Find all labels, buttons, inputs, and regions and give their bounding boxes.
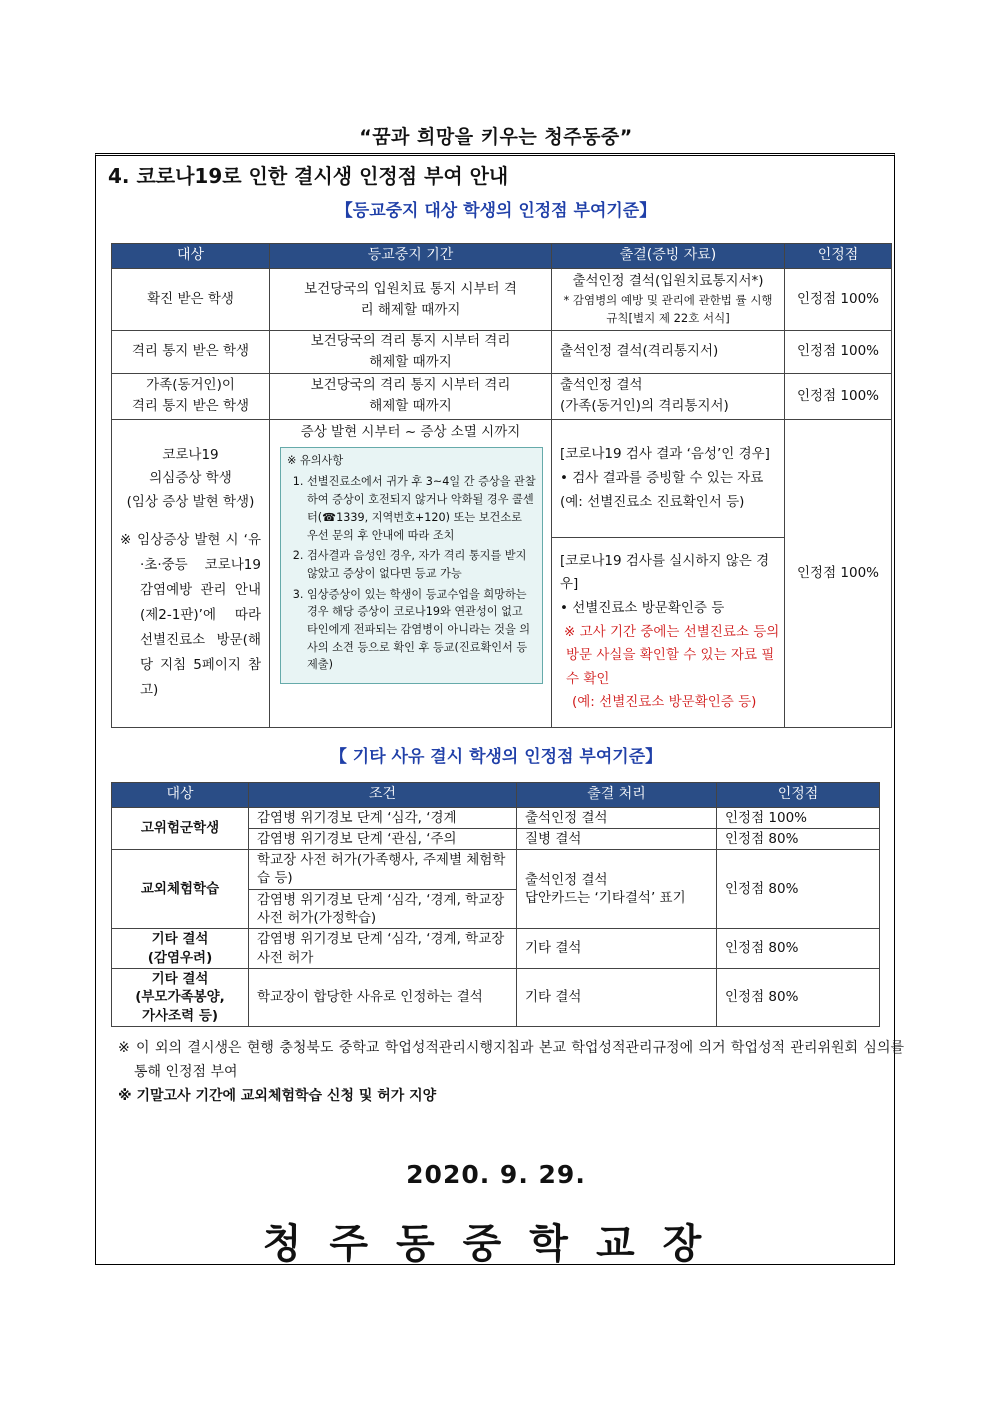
row-attendance: 기타 결석	[517, 969, 717, 1027]
covid-evidence-negative	[552, 419, 785, 537]
evidence-line: • 선별진료소 방문확인증 등	[560, 599, 725, 616]
list-item: 1. 선별진료소에서 귀가 후 3~4일 간 증상을 관찰하여 증상이 호전되지 않거나 악화될 경우 콜센터(☎1339, 지역번호+120) 또는 보건소로 우선 문의 후 안내에 따라 조치	[307, 473, 536, 544]
target-line: 가사조력 등)	[141, 1007, 219, 1024]
header-target: 대상	[112, 783, 249, 808]
row-attendance	[517, 850, 717, 929]
target-line: 격리 통지 받은 학생	[131, 398, 250, 415]
motto: “꿈과 희망을 키우는 청주동중”	[359, 126, 633, 148]
period-text: 보건당국의 입원치료 통지 시부터 격리 해제할 때까지	[304, 280, 517, 318]
period-text: 보건당국의 격리 통지 시부터 격리 해제할 때까지	[310, 333, 511, 370]
row-evidence: 출석인정 결석(격리통지서)	[552, 331, 785, 374]
table-header-row	[112, 783, 880, 808]
row-score: 인정점 80%	[717, 929, 880, 969]
row-score: 인정점 100%	[785, 373, 892, 419]
evidence-note: * 감염병의 예방 및 관리에 관한법 률 시행규칙[별지 제 22호 서식]	[563, 293, 773, 325]
row-evidence	[552, 269, 785, 331]
notes-title: ※ 유의사항	[287, 453, 344, 467]
table2-title: 【 기타 사유 결시 학생의 인정점 부여기준】	[329, 747, 663, 767]
warning-text: ※ 고사 기간 중에는 선별진료소 등의 방문 사실을 확인할 수 있는 자료 필수 확인	[564, 623, 780, 687]
row-period	[270, 269, 552, 331]
row-condition: 학교장이 합당한 사유로 인정하는 결석	[249, 969, 517, 1027]
evidence-line: • 검사 결과를 증빙할 수 있는 자료	[560, 470, 764, 487]
row-score: 인정점 100%	[785, 269, 892, 331]
target-line: 가족(동거인)이	[146, 377, 235, 394]
row-attendance: 질병 결석	[517, 828, 717, 849]
row-score: 인정점 100%	[717, 807, 880, 828]
row-score: 인정점 80%	[717, 969, 880, 1027]
row-period	[270, 373, 552, 419]
target-line: (부모가족봉양,	[135, 989, 225, 1006]
header-evidence: 출결(증빙 자료)	[552, 244, 785, 269]
covid-evidence-untested	[552, 537, 785, 727]
table-row	[112, 929, 880, 969]
evidence-text: 출석인정 결석(입원치료통지서*)	[572, 273, 764, 290]
suspension-criteria-table	[111, 243, 892, 728]
row-target: 확진 받은 학생	[112, 269, 270, 331]
table-row-covid	[112, 419, 892, 537]
evidence-line: 출석인정 결석	[560, 377, 643, 394]
list-item: 2. 검사결과 음성인 경우, 자가 격리 통지를 받지 않았고 증상이 없다면 등교 가능	[307, 547, 536, 582]
evidence-line: [코로나19 검사 결과 ‘음성’인 경우]	[560, 445, 770, 462]
row-score: 인정점 100%	[785, 331, 892, 374]
other-absence-table	[111, 782, 880, 1027]
header-target: 대상	[112, 244, 270, 269]
row-condition: 감염병 위기경보 단계 ‘심각, ‘경계, 학교장 사전 허가(가정학습)	[249, 889, 517, 928]
target-line: 기타 결석	[151, 971, 209, 988]
header-score: 인정점	[785, 244, 892, 269]
header-condition: 조건	[249, 783, 517, 808]
target-line: 기타 결석	[151, 931, 209, 948]
evidence-line: (예: 선별진료소 진료확인서 등)	[560, 494, 745, 511]
target-line: 코로나19	[162, 446, 219, 463]
table-header-row	[112, 244, 892, 269]
header-score: 인정점	[717, 783, 880, 808]
header-period: 등교중지 기간	[270, 244, 552, 269]
section-title: 4. 코로나19로 인한 결시생 인정점 부여 안내	[108, 164, 509, 188]
row-target: 격리 통지 받은 학생	[112, 331, 270, 374]
row-attendance: 기타 결석	[517, 929, 717, 969]
table-row	[112, 373, 892, 419]
row-score: 인정점 80%	[717, 850, 880, 929]
attendance-line: 출석인정 결석	[525, 871, 608, 888]
row-attendance: 출석인정 결석	[517, 807, 717, 828]
table-row	[112, 807, 880, 828]
document-date: 2020. 9. 29.	[406, 1160, 586, 1189]
row-evidence	[552, 373, 785, 419]
evidence-line: (가족(동거인)의 격리통지서)	[560, 398, 729, 415]
table1-title: 【등교중지 대상 학생의 인정점 부여기준】	[335, 201, 657, 221]
row-target: 교외체험학습	[112, 850, 249, 929]
row-target	[112, 373, 270, 419]
target-line: 의심증상 학생	[149, 470, 232, 487]
row-condition: 학교장 사전 허가(가족행사, 주제별 체험학습 등)	[249, 850, 517, 889]
row-score: 인정점 80%	[717, 828, 880, 849]
row-condition: 감염병 위기경보 단계 ‘심각, ‘경계	[249, 807, 517, 828]
period-text: 보건당국의 격리 통지 시부터 격리 해제할 때까지	[310, 377, 511, 415]
period-text: 증상 발현 시부터 ~ 증상 소멸 시까지	[300, 423, 521, 440]
table-row	[112, 969, 880, 1027]
list-item: 3. 임상증상이 있는 학생이 등교수업을 희망하는 경우 해당 증상이 코로나19와 연관성이 없고 타인에게 전파되는 감염병이 아니라는 것을 의사의 소견 등으로 확인 후 등교(진료확인서 등 제출)	[307, 586, 536, 674]
covid-period	[270, 419, 552, 727]
target-note: ※ 임상증상 발현 시 ‘유·초·중등 코로나19 감염예방 관리 안내 (제2-1판)’에 따라 선별진료소 방문(해당 지침 5페이지 참고)	[120, 532, 261, 699]
target-line: (임상 증상 발현 학생)	[126, 493, 255, 510]
caution-notes-box	[280, 447, 543, 684]
row-condition: 감염병 위기경보 단계 ‘관심, ‘주의	[249, 828, 517, 849]
warning-example: (예: 선별진료소 방문확인증 등)	[572, 694, 757, 711]
caution-list	[287, 473, 536, 674]
table-row	[112, 331, 892, 374]
evidence-line: [코로나19 검사를 실시하지 않은 경우]	[560, 552, 770, 593]
covid-score: 인정점 100%	[785, 419, 892, 727]
footnote-exam: ※ 기말고사 기간에 교외체험학습 신청 및 허가 지양	[118, 1088, 437, 1104]
header-attendance: 출결 처리	[517, 783, 717, 808]
attendance-line: 답안카드는 ‘기타결석’ 표기	[525, 890, 686, 907]
table-row	[112, 269, 892, 331]
row-period	[270, 331, 552, 374]
target-line: (감염우려)	[147, 949, 213, 966]
row-condition: 감염병 위기경보 단계 ‘심각, ‘경계, 학교장 사전 허가	[249, 929, 517, 969]
school-principal-signature: 청주동중학교장	[262, 1220, 730, 1267]
covid-target	[112, 419, 270, 727]
row-target	[112, 929, 249, 969]
table-row	[112, 850, 880, 889]
row-target	[112, 969, 249, 1027]
row-target: 고위험군학생	[112, 807, 249, 849]
footnote-general: ※ 이 외의 결시생은 현행 충청북도 중학교 학업성적관리시행지침과 본교 학업성적관리규정에 의거 학업성적 관리위원회 심의를 통해 인정점 부여	[118, 1040, 904, 1080]
